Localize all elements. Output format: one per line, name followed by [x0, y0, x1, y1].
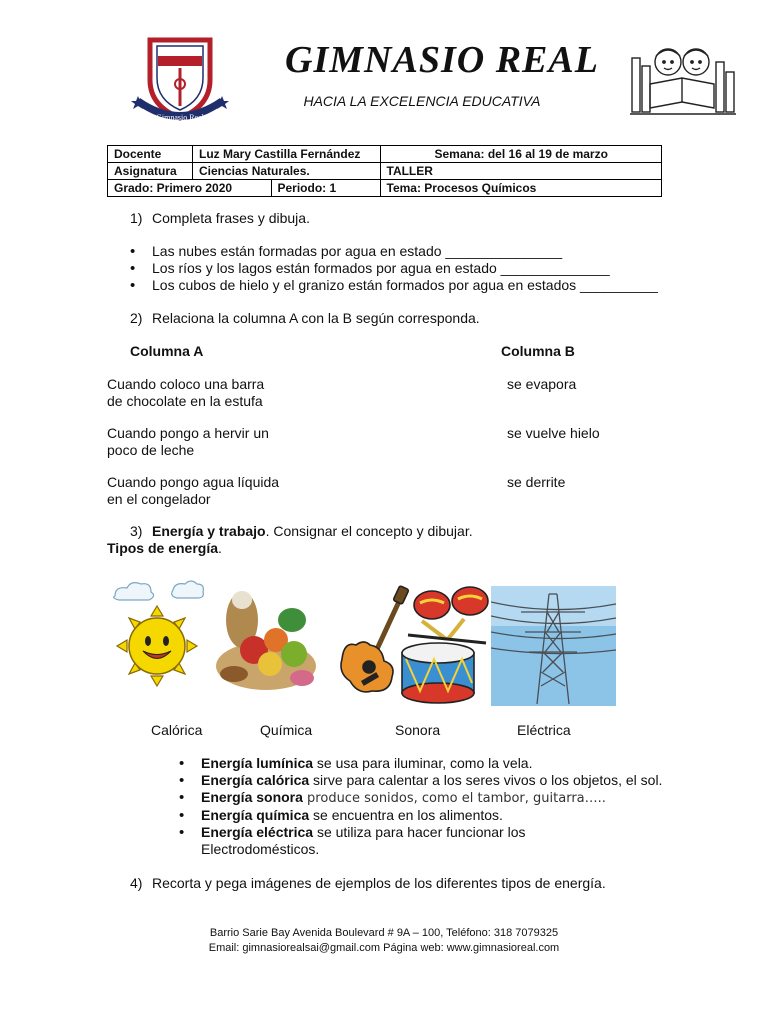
energy-term: Energía lumínica: [201, 755, 314, 771]
caption-sonora: Sonora: [395, 722, 441, 738]
column-b-title: Columna B: [501, 343, 575, 359]
list-item: • Los cubos de hielo y el granizo están formados por agua en estados __________: [130, 277, 750, 294]
question-2: [130, 310, 480, 326]
question-number: 2): [130, 310, 143, 326]
question-number: 1): [130, 210, 143, 226]
info-table: [107, 145, 662, 197]
asignatura-value: Ciencias Naturales.: [193, 163, 381, 180]
energy-definition: se utiliza para hacer funcionar los Electrodomésticos.: [201, 824, 526, 857]
energy-term: Energía sonora: [201, 789, 303, 805]
question-bold: Energía y trabajo: [152, 523, 266, 539]
caption-electrica: Eléctrica: [517, 722, 571, 738]
q1-bullets: [130, 243, 750, 294]
column-b-item: se evapora: [507, 376, 577, 392]
energy-term: Energía química: [201, 807, 310, 823]
caption-quimica: Química: [260, 722, 313, 738]
food-image: [214, 580, 318, 698]
list-item: • Las nubes están formadas por agua en estado _______________: [130, 243, 750, 260]
energy-term: Energía calórica: [201, 772, 310, 788]
energy-types-heading: [107, 540, 222, 556]
footer-contact: Email: gimnasiorealsai@gmail.com Página web: www.gimnasioreal.com: [208, 942, 560, 954]
column-a-item: Cuando pongo a hervir un poco de leche: [107, 425, 269, 458]
question-text: . Consignar el concepto y dibujar.: [265, 523, 473, 539]
taller-cell: TALLER: [380, 163, 662, 180]
power-tower-image: [491, 586, 616, 706]
list-item: [179, 772, 699, 789]
school-name: GIMNASIO REAL: [285, 39, 599, 81]
grado-cell: Grado: Primero 2020: [108, 180, 272, 197]
question-1: [130, 210, 310, 226]
caption-calorica: Calórica: [151, 722, 203, 738]
list-item: [179, 789, 699, 807]
question-number: 4): [130, 875, 143, 891]
energy-definitions: [179, 755, 699, 858]
energy-definition: sirve para calentar a los seres vivos o los objetos, el sol.: [309, 772, 663, 788]
list-item: [179, 755, 699, 772]
instruments-image: [336, 583, 492, 705]
energy-types-bold: Tipos de energía: [107, 540, 218, 556]
list-item: • Los ríos y los lagos están formados por agua en estado ______________: [130, 260, 750, 277]
footer-address: Barrio Sarie Bay Avenida Boulevard # 9A – 100, Teléfono: 318 7079325: [209, 927, 559, 939]
energy-definition: se usa para iluminar, como la vela.: [313, 755, 533, 771]
question-text: Relaciona la columna A con la B según corresponda.: [152, 310, 480, 326]
question-text: Recorta y pega imágenes de ejemplos de los diferentes tipos de energía.: [152, 875, 606, 891]
periodo-cell: Periodo: 1: [271, 180, 380, 197]
list-item: [179, 824, 699, 858]
docente-label: Docente: [108, 146, 193, 163]
column-b-item: se derrite: [507, 474, 566, 490]
asignatura-label: Asignatura: [108, 163, 193, 180]
kids-reading-illustration: [628, 38, 738, 118]
tema-cell: Tema: Procesos Químicos: [380, 180, 662, 197]
list-item: [179, 807, 699, 824]
energy-definition: produce sonidos, como el tambor, guitarra…..: [302, 791, 606, 806]
sun-image: [105, 578, 210, 693]
docente-value: Luz Mary Castilla Fernández: [193, 146, 381, 163]
column-a-item: Cuando coloco una barra de chocolate en la estufa: [107, 376, 265, 409]
question-number: 3): [130, 523, 143, 539]
table-row: [108, 180, 662, 197]
logo-text: Gimnasio Real: [156, 113, 204, 122]
table-row: [108, 163, 662, 180]
question-4: [130, 875, 606, 891]
question-text: Completa frases y dibuja.: [152, 210, 310, 226]
table-row: [108, 146, 662, 163]
question-3: [130, 523, 473, 539]
energy-types-rest: .: [218, 540, 222, 556]
column-a-item: Cuando pongo agua líquida en el congelador: [107, 474, 280, 507]
column-a-title: Columna A: [130, 343, 204, 359]
energy-term: Energía eléctrica: [201, 824, 314, 840]
column-b-item: se vuelve hielo: [507, 425, 600, 441]
energy-definition: se encuentra en los alimentos.: [309, 807, 503, 823]
school-motto: HACIA LA EXCELENCIA EDUCATIVA: [303, 93, 541, 109]
semana-cell: Semana: del 16 al 19 de marzo: [380, 146, 662, 163]
